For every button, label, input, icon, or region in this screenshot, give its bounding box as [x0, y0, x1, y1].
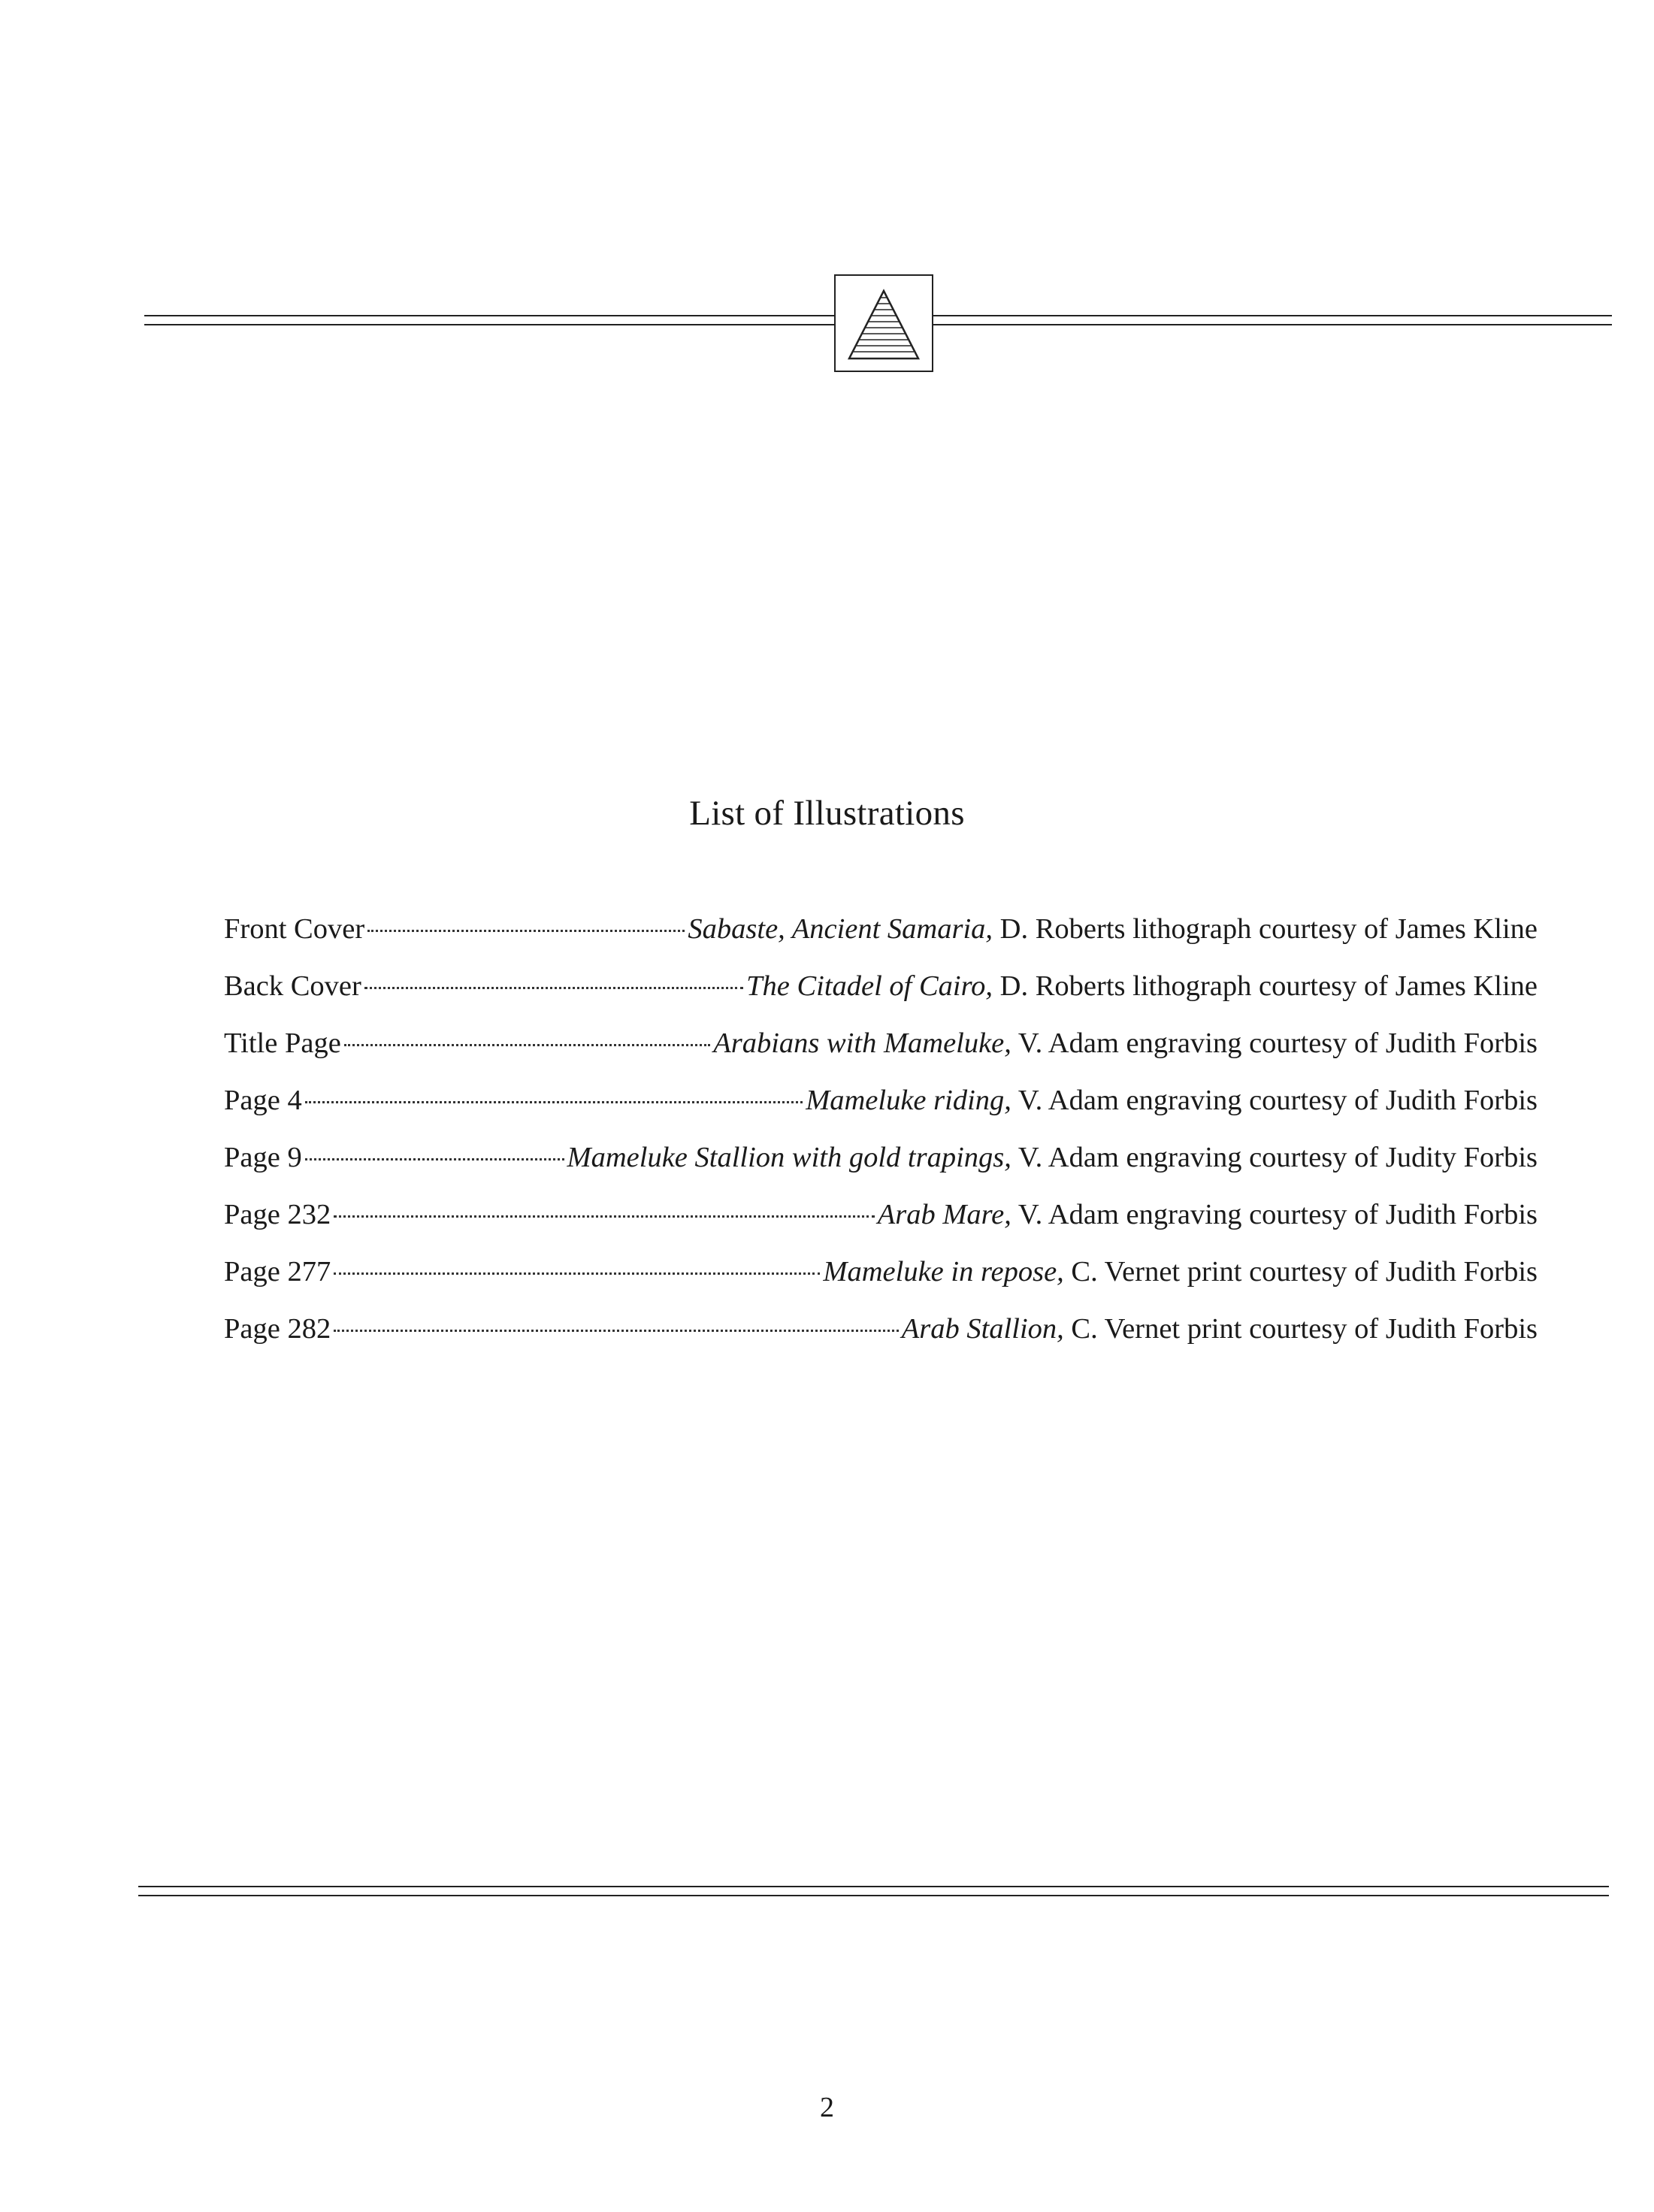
- illustration-credit: V. Adam engraving courtesy of Judith Forbis: [1011, 1085, 1538, 1116]
- illustration-location: Front Cover: [224, 913, 365, 945]
- illustration-location: Page 232: [224, 1199, 331, 1230]
- illustration-description: [713, 1027, 1538, 1060]
- illustration-title: Arabians with Mameluke,: [713, 1027, 1011, 1059]
- illustration-credit: V. Adam engraving courtesy of Judith Forbis: [1011, 1199, 1538, 1230]
- illustration-title: Arab Stallion,: [901, 1313, 1064, 1345]
- list-item: [224, 1084, 1538, 1141]
- illustration-credit: V. Adam engraving courtesy of Judith Forbis: [1011, 1027, 1538, 1059]
- illustration-title: Sabaste, Ancient Samaria,: [688, 913, 993, 945]
- illustration-location: Page 4: [224, 1085, 302, 1116]
- illustration-credit: C. Vernet print courtesy of Judith Forbis: [1063, 1313, 1538, 1345]
- illustration-description: [567, 1141, 1538, 1174]
- illustration-description: [806, 1084, 1538, 1117]
- illustration-title: Mameluke in repose,: [823, 1256, 1064, 1288]
- top-rule-left: [144, 315, 834, 325]
- list-item: [224, 1141, 1538, 1198]
- dot-leader: [367, 930, 685, 932]
- illustration-location: Page 282: [224, 1313, 331, 1345]
- illustrations-list: [224, 912, 1538, 1369]
- illustration-description: [688, 912, 1538, 946]
- list-item: [224, 1198, 1538, 1255]
- illustration-credit: D. Roberts lithograph courtesy of James Kline: [993, 913, 1538, 945]
- bottom-rule: [138, 1886, 1609, 1896]
- illustration-location: Page 9: [224, 1142, 302, 1173]
- illustration-credit: D. Roberts lithograph courtesy of James Kline: [993, 970, 1538, 1002]
- dot-leader: [334, 1272, 820, 1275]
- list-item: [224, 1312, 1538, 1369]
- list-item: [224, 1255, 1538, 1312]
- dot-leader: [334, 1215, 874, 1218]
- dot-leader: [305, 1101, 803, 1103]
- illustration-title: Mameluke Stallion with gold trapings,: [567, 1142, 1011, 1173]
- list-item: [224, 1027, 1538, 1084]
- illustration-description: [746, 970, 1538, 1003]
- page-number: 2: [820, 2092, 834, 2123]
- dot-leader: [364, 987, 743, 989]
- list-item: [224, 912, 1538, 970]
- top-rule-right: [933, 315, 1612, 325]
- illustration-description: [902, 1312, 1538, 1345]
- illustration-credit: C. Vernet print courtesy of Judith Forbis: [1063, 1256, 1538, 1288]
- illustration-location: Page 277: [224, 1256, 331, 1288]
- illustration-location: Back Cover: [224, 970, 361, 1002]
- page-title: List of Illustrations: [689, 794, 965, 833]
- dot-leader: [305, 1158, 564, 1160]
- illustration-title: Arab Mare,: [877, 1199, 1011, 1230]
- illustration-description: [823, 1255, 1538, 1288]
- illustration-location: Title Page: [224, 1027, 341, 1059]
- dot-leader: [344, 1044, 710, 1046]
- illustration-title: Mameluke riding,: [806, 1085, 1011, 1116]
- dot-leader: [334, 1330, 899, 1332]
- illustration-title: The Citadel of Cairo,: [746, 970, 993, 1002]
- illustration-description: [878, 1198, 1538, 1231]
- triangle-ornament-icon: [834, 274, 933, 372]
- illustration-credit: V. Adam engraving courtesy of Judity Forbis: [1011, 1142, 1538, 1173]
- list-item: [224, 970, 1538, 1027]
